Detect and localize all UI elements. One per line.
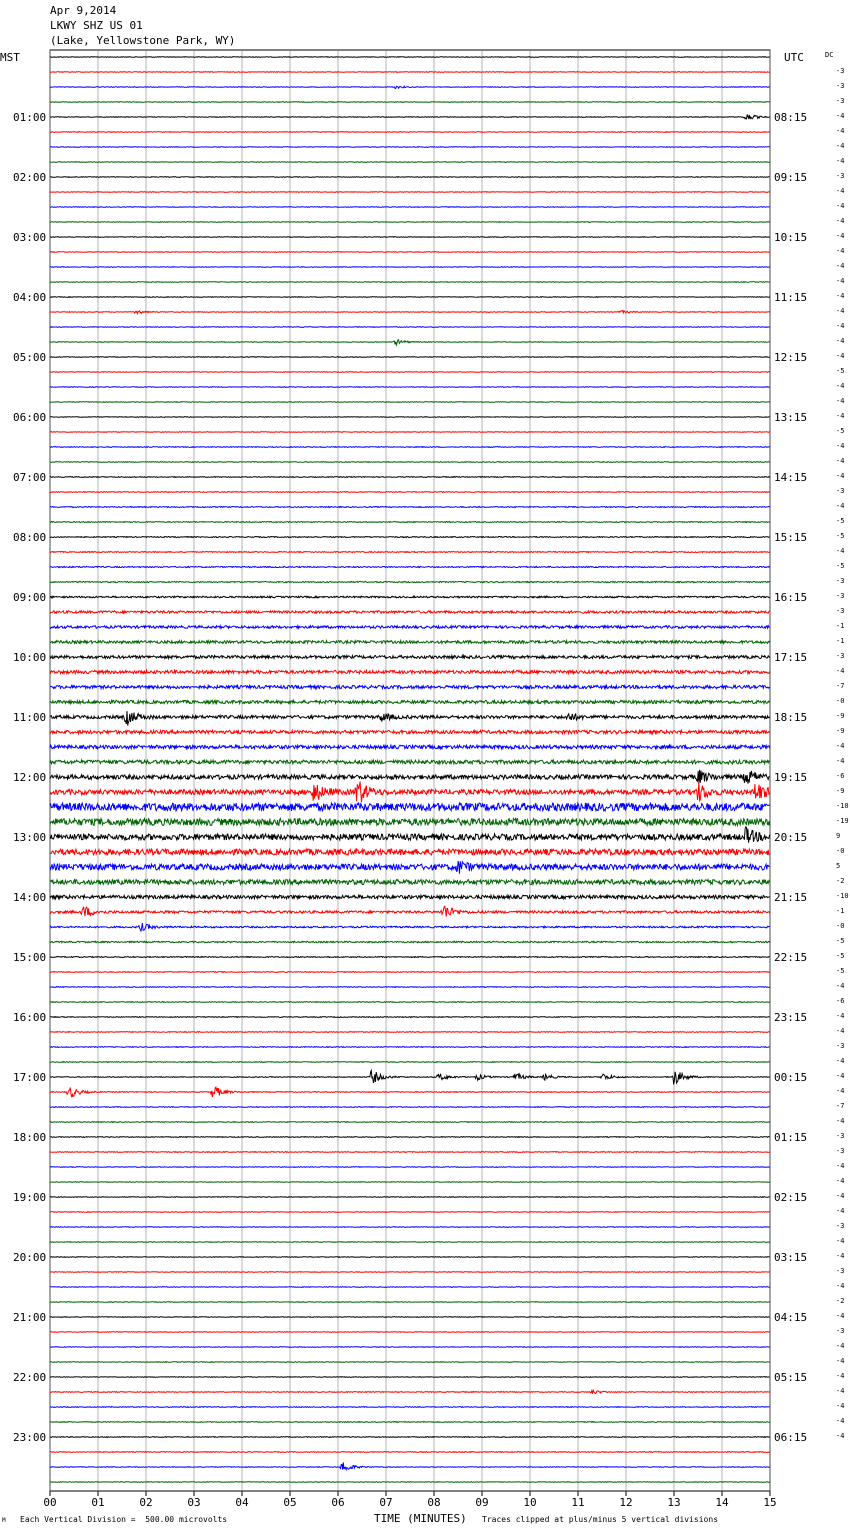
trace-line bbox=[50, 581, 770, 582]
header-station: LKWY SHZ US 01 bbox=[50, 19, 143, 32]
dc-offset-label: -4 bbox=[836, 1072, 845, 1080]
dc-offset-label: -4 bbox=[836, 382, 845, 390]
trace-line bbox=[50, 222, 770, 223]
left-hour-label: 16:00 bbox=[13, 1011, 47, 1024]
dc-offset-label: -4 bbox=[836, 412, 845, 420]
trace-line bbox=[50, 327, 770, 328]
trace-line bbox=[50, 1137, 770, 1138]
trace-line bbox=[50, 781, 770, 802]
dc-offset-label: -4 bbox=[836, 217, 845, 225]
clip-note: Traces clipped at plus/minus 5 vertical divisions bbox=[482, 1515, 719, 1524]
trace-line bbox=[50, 626, 770, 629]
dc-offset-label: -5 bbox=[836, 532, 845, 540]
dc-offset-label: -3 bbox=[836, 97, 845, 105]
trace-line bbox=[50, 282, 770, 283]
x-tick-label: 06 bbox=[331, 1496, 345, 1509]
dc-offset-label: -4 bbox=[836, 547, 845, 555]
right-hour-label: 03:15 bbox=[774, 1251, 808, 1264]
left-hour-label: 11:00 bbox=[13, 711, 47, 724]
trace-line bbox=[50, 1452, 770, 1453]
dc-offset-label: -0 bbox=[836, 697, 845, 705]
x-tick-label: 02 bbox=[139, 1496, 153, 1509]
dc-offset-label: -1 bbox=[836, 907, 845, 915]
trace-line bbox=[50, 297, 770, 298]
dc-offset-label: -4 bbox=[836, 127, 845, 135]
dc-offset-label: -3 bbox=[836, 652, 845, 660]
trace-line bbox=[50, 417, 770, 418]
dc-offset-label: -2 bbox=[836, 877, 845, 885]
trace-line bbox=[50, 1032, 770, 1033]
right-hour-label: 21:15 bbox=[774, 891, 808, 904]
trace-line bbox=[50, 1390, 770, 1394]
right-hour-label: 01:15 bbox=[774, 1131, 808, 1144]
left-hour-label: 12:00 bbox=[13, 771, 47, 784]
dc-offset-label: -4 bbox=[836, 1237, 845, 1245]
trace-line bbox=[50, 745, 770, 749]
dc-offset-label: -4 bbox=[836, 1177, 845, 1185]
left-hour-label: 18:00 bbox=[13, 1131, 47, 1144]
right-hour-label: 04:15 bbox=[774, 1311, 808, 1324]
x-axis-label: TIME (MINUTES) bbox=[374, 1512, 467, 1525]
dc-offset-label: -19 bbox=[836, 817, 849, 825]
trace-line bbox=[50, 685, 770, 688]
dc-offset-label: -4 bbox=[836, 1387, 845, 1395]
dc-offset-label: -4 bbox=[836, 742, 845, 750]
left-timezone-label: MST bbox=[0, 51, 20, 64]
right-hour-label: 12:15 bbox=[774, 351, 808, 364]
x-tick-label: 08 bbox=[427, 1496, 441, 1509]
trace-line bbox=[50, 1482, 770, 1483]
dc-offset-label: -5 bbox=[836, 367, 845, 375]
dc-offset-label: -9 bbox=[836, 727, 845, 735]
trace-line bbox=[50, 957, 770, 958]
trace-line bbox=[50, 711, 770, 725]
trace-line bbox=[50, 611, 770, 613]
left-hour-label: 20:00 bbox=[13, 1251, 47, 1264]
trace-line bbox=[50, 387, 770, 388]
trace-line bbox=[50, 57, 770, 58]
trace-line bbox=[50, 730, 770, 733]
dc-offset-label: -4 bbox=[836, 397, 845, 405]
trace-line bbox=[50, 477, 770, 478]
trace-line bbox=[50, 1212, 770, 1213]
scale-note: Each Vertical Division = 500.00 microvolts bbox=[20, 1515, 228, 1524]
dc-offset-label: -7 bbox=[836, 1102, 845, 1110]
trace-line bbox=[50, 432, 770, 433]
trace-line bbox=[50, 906, 770, 916]
dc-offset-label: -9 bbox=[836, 787, 845, 795]
trace-line bbox=[50, 895, 770, 899]
right-hour-label: 19:15 bbox=[774, 771, 808, 784]
x-tick-label: 13 bbox=[667, 1496, 681, 1509]
trace-line bbox=[50, 507, 770, 508]
dc-offset-label: -4 bbox=[836, 1342, 845, 1350]
dc-offset-label: -5 bbox=[836, 952, 845, 960]
left-hour-label: 07:00 bbox=[13, 471, 47, 484]
trace-line bbox=[50, 770, 770, 784]
dc-offset-label: -6 bbox=[836, 997, 845, 1005]
left-hour-label: 03:00 bbox=[13, 231, 47, 244]
trace-line bbox=[50, 987, 770, 988]
dc-offset-label: -3 bbox=[836, 172, 845, 180]
right-hour-label: 09:15 bbox=[774, 171, 808, 184]
trace-line bbox=[50, 1152, 770, 1153]
dc-offset-label: -2 bbox=[836, 1297, 845, 1305]
dc-offset-label: -4 bbox=[836, 322, 845, 330]
dc-offset-label: -4 bbox=[836, 1087, 845, 1095]
trace-line bbox=[50, 1437, 770, 1438]
trace-group bbox=[50, 57, 770, 1483]
trace-line bbox=[50, 177, 770, 178]
dc-offset-label: -4 bbox=[836, 757, 845, 765]
trace-line bbox=[50, 357, 770, 358]
dc-offset-label: -4 bbox=[836, 232, 845, 240]
left-hour-label: 04:00 bbox=[13, 291, 47, 304]
left-hour-label: 06:00 bbox=[13, 411, 47, 424]
right-timezone-label: UTC bbox=[784, 51, 804, 64]
dc-offset-label: -4 bbox=[836, 142, 845, 150]
trace-line bbox=[50, 252, 770, 253]
dc-offset-label: -4 bbox=[836, 1402, 845, 1410]
dc-offset-label: -4 bbox=[836, 277, 845, 285]
right-hour-label: 05:15 bbox=[774, 1371, 808, 1384]
x-tick-label: 05 bbox=[283, 1496, 297, 1509]
dc-offset-label: -10 bbox=[836, 892, 849, 900]
left-hour-label: 23:00 bbox=[13, 1431, 47, 1444]
trace-line bbox=[50, 849, 770, 855]
corner-mark: M bbox=[2, 1517, 6, 1524]
trace-line bbox=[50, 803, 770, 811]
trace-line bbox=[50, 340, 770, 345]
right-hour-label: 20:15 bbox=[774, 831, 808, 844]
header-date: Apr 9,2014 bbox=[50, 4, 117, 17]
dc-offset-label: -4 bbox=[836, 1192, 845, 1200]
trace-line bbox=[50, 537, 770, 538]
dc-offset-label: -0 bbox=[836, 847, 845, 855]
dc-offset-label: -3 bbox=[836, 67, 845, 75]
dc-offset-label: -4 bbox=[836, 502, 845, 510]
trace-line bbox=[50, 760, 770, 764]
dc-offset-label: -4 bbox=[836, 1117, 845, 1125]
dc-label: DC bbox=[825, 51, 834, 59]
dc-offset-label: -3 bbox=[836, 607, 845, 615]
trace-line bbox=[50, 1462, 770, 1469]
trace-line bbox=[50, 72, 770, 73]
right-hour-label: 16:15 bbox=[774, 591, 808, 604]
dc-offset-label: -10 bbox=[836, 802, 849, 810]
x-tick-label: 00 bbox=[43, 1496, 57, 1509]
trace-line bbox=[50, 861, 770, 874]
dc-offset-label: -4 bbox=[836, 1372, 845, 1380]
dc-offset-label: -5 bbox=[836, 967, 845, 975]
trace-line bbox=[50, 1227, 770, 1228]
trace-line bbox=[50, 402, 770, 403]
dc-offset-label: -5 bbox=[836, 937, 845, 945]
left-hour-label: 02:00 bbox=[13, 171, 47, 184]
trace-line bbox=[50, 1347, 770, 1348]
left-hour-label: 05:00 bbox=[13, 351, 47, 364]
trace-line bbox=[50, 447, 770, 448]
trace-line bbox=[50, 880, 770, 885]
trace-line bbox=[50, 492, 770, 493]
right-hour-label: 23:15 bbox=[774, 1011, 808, 1024]
left-hour-label: 22:00 bbox=[13, 1371, 47, 1384]
dc-offset-label: -5 bbox=[836, 562, 845, 570]
trace-line bbox=[50, 641, 770, 644]
trace-line bbox=[50, 311, 770, 314]
trace-line bbox=[50, 566, 770, 567]
dc-offset-label: -3 bbox=[836, 592, 845, 600]
dc-offset-label: -4 bbox=[836, 352, 845, 360]
trace-line bbox=[50, 86, 770, 88]
dc-offset-label: -3 bbox=[836, 1132, 845, 1140]
trace-line bbox=[50, 1197, 770, 1198]
right-hour-label: 22:15 bbox=[774, 951, 808, 964]
dc-offset-label: -3 bbox=[836, 82, 845, 90]
dc-offset-label: -4 bbox=[836, 1357, 845, 1365]
x-tick-label: 11 bbox=[571, 1496, 585, 1509]
dc-offset-label: -3 bbox=[836, 487, 845, 495]
x-tick-label: 09 bbox=[475, 1496, 489, 1509]
right-hour-label: 14:15 bbox=[774, 471, 808, 484]
trace-line bbox=[50, 941, 770, 942]
dc-offset-label: -4 bbox=[836, 247, 845, 255]
trace-line bbox=[50, 114, 770, 119]
trace-line bbox=[50, 1377, 770, 1378]
right-hour-label: 08:15 bbox=[774, 111, 808, 124]
dc-offset-label: -3 bbox=[836, 1222, 845, 1230]
dc-offset-label: -3 bbox=[836, 1147, 845, 1155]
dc-offset-label: -4 bbox=[836, 1312, 845, 1320]
dc-offset-label: -4 bbox=[836, 202, 845, 210]
trace-line bbox=[50, 267, 770, 268]
right-hour-label: 18:15 bbox=[774, 711, 808, 724]
dc-offset-label: -4 bbox=[836, 112, 845, 120]
right-hour-label: 13:15 bbox=[774, 411, 808, 424]
dc-offset-label: -4 bbox=[836, 1012, 845, 1020]
trace-line bbox=[50, 372, 770, 373]
dc-offset-label: -3 bbox=[836, 1267, 845, 1275]
left-hour-label: 09:00 bbox=[13, 591, 47, 604]
trace-line bbox=[50, 162, 770, 163]
trace-line bbox=[50, 1287, 770, 1288]
dc-offset-label: -4 bbox=[836, 472, 845, 480]
trace-line bbox=[50, 1122, 770, 1123]
trace-line bbox=[50, 522, 770, 523]
trace-line bbox=[50, 827, 770, 843]
trace-line bbox=[50, 670, 770, 673]
trace-line bbox=[50, 1182, 770, 1183]
dc-offset-label: -5 bbox=[836, 427, 845, 435]
dc-offset-label: -4 bbox=[836, 1432, 845, 1440]
right-hour-label: 00:15 bbox=[774, 1071, 808, 1084]
trace-line bbox=[50, 1257, 770, 1258]
trace-line bbox=[50, 1071, 770, 1085]
trace-line bbox=[50, 132, 770, 133]
trace-line bbox=[50, 1167, 770, 1168]
x-tick-label: 10 bbox=[523, 1496, 537, 1509]
right-hour-label: 15:15 bbox=[774, 531, 808, 544]
left-hour-label: 13:00 bbox=[13, 831, 47, 844]
dc-offset-label: 5 bbox=[836, 862, 841, 870]
left-hour-label: 21:00 bbox=[13, 1311, 47, 1324]
right-hour-label: 06:15 bbox=[774, 1431, 808, 1444]
dc-offset-label: -4 bbox=[836, 457, 845, 465]
trace-line bbox=[50, 1272, 770, 1273]
dc-offset-label: -4 bbox=[836, 1027, 845, 1035]
trace-line bbox=[50, 102, 770, 103]
trace-line bbox=[50, 1407, 770, 1408]
dc-offset-label: -4 bbox=[836, 1162, 845, 1170]
trace-line bbox=[50, 972, 770, 973]
dc-offset-label: -3 bbox=[836, 1042, 845, 1050]
right-hour-label: 10:15 bbox=[774, 231, 808, 244]
dc-offset-label: -4 bbox=[836, 157, 845, 165]
dc-offset-label: -1 bbox=[836, 622, 845, 630]
dc-offset-label: -4 bbox=[836, 262, 845, 270]
right-hour-label: 11:15 bbox=[774, 291, 808, 304]
trace-line bbox=[50, 462, 770, 463]
dc-offset-label: -4 bbox=[836, 307, 845, 315]
dc-offset-label: -4 bbox=[836, 1207, 845, 1215]
x-tick-label: 04 bbox=[235, 1496, 249, 1509]
trace-line bbox=[50, 552, 770, 553]
left-hour-label: 01:00 bbox=[13, 111, 47, 124]
dc-offset-label: -4 bbox=[836, 442, 845, 450]
dc-offset-label: -4 bbox=[836, 292, 845, 300]
dc-offset-label: -4 bbox=[836, 982, 845, 990]
left-hour-label: 17:00 bbox=[13, 1071, 47, 1084]
trace-line bbox=[50, 1107, 770, 1108]
dc-offset-label: -4 bbox=[836, 1252, 845, 1260]
right-hour-label: 17:15 bbox=[774, 651, 808, 664]
trace-line bbox=[50, 923, 770, 931]
dc-offset-label: -9 bbox=[836, 712, 845, 720]
dc-offset-label: -0 bbox=[836, 922, 845, 930]
label-group bbox=[13, 67, 849, 1509]
dc-offset-label: -3 bbox=[836, 1327, 845, 1335]
x-tick-label: 01 bbox=[91, 1496, 105, 1509]
left-hour-label: 15:00 bbox=[13, 951, 47, 964]
plot-frame bbox=[50, 50, 770, 1491]
x-tick-label: 15 bbox=[763, 1496, 777, 1509]
left-hour-label: 08:00 bbox=[13, 531, 47, 544]
dc-offset-label: -4 bbox=[836, 1417, 845, 1425]
trace-line bbox=[50, 1332, 770, 1333]
trace-line bbox=[50, 1422, 770, 1423]
trace-line bbox=[50, 147, 770, 148]
trace-line bbox=[50, 192, 770, 193]
trace-line bbox=[50, 819, 770, 826]
dc-offset-label: -4 bbox=[836, 337, 845, 345]
trace-line bbox=[50, 1017, 770, 1018]
trace-line bbox=[50, 1242, 770, 1243]
x-tick-label: 14 bbox=[715, 1496, 729, 1509]
trace-line bbox=[50, 1362, 770, 1363]
right-hour-label: 02:15 bbox=[774, 1191, 808, 1204]
trace-line bbox=[50, 1047, 770, 1048]
trace-line bbox=[50, 207, 770, 208]
x-tick-label: 03 bbox=[187, 1496, 201, 1509]
trace-line bbox=[50, 700, 770, 703]
trace-line bbox=[50, 596, 770, 598]
trace-line bbox=[50, 1317, 770, 1318]
left-hour-label: 10:00 bbox=[13, 651, 47, 664]
dc-offset-label: -4 bbox=[836, 1282, 845, 1290]
dc-offset-label: -3 bbox=[836, 577, 845, 585]
dc-offset-label: -7 bbox=[836, 682, 845, 690]
left-hour-label: 19:00 bbox=[13, 1191, 47, 1204]
dc-offset-label: -4 bbox=[836, 187, 845, 195]
dc-offset-label: 9 bbox=[836, 832, 841, 840]
trace-line bbox=[50, 1002, 770, 1003]
trace-line bbox=[50, 237, 770, 238]
dc-offset-label: -4 bbox=[836, 667, 845, 675]
trace-line bbox=[50, 1087, 770, 1097]
trace-line bbox=[50, 1302, 770, 1303]
dc-offset-label: -4 bbox=[836, 1057, 845, 1065]
header-location: (Lake, Yellowstone Park, WY) bbox=[50, 34, 236, 47]
x-tick-label: 12 bbox=[619, 1496, 633, 1509]
x-tick-label: 07 bbox=[379, 1496, 393, 1509]
trace-line bbox=[50, 656, 770, 659]
dc-offset-label: -6 bbox=[836, 772, 845, 780]
trace-line bbox=[50, 1062, 770, 1063]
left-hour-label: 14:00 bbox=[13, 891, 47, 904]
dc-offset-label: -5 bbox=[836, 517, 845, 525]
dc-offset-label: -1 bbox=[836, 637, 845, 645]
